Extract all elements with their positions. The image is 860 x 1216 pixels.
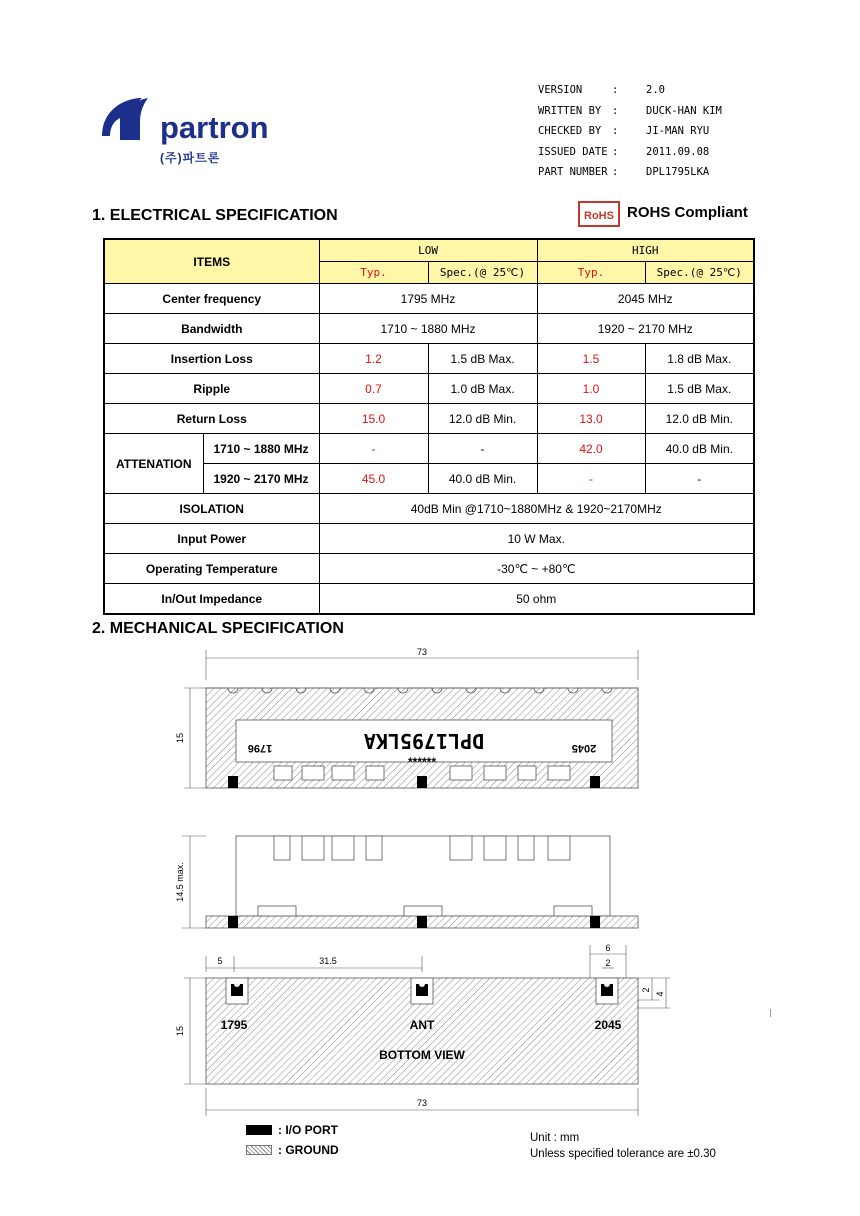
- top-width-dim: 73: [416, 647, 428, 657]
- table-row: [104, 584, 754, 615]
- table-cell: 1.5 dB Max.: [645, 374, 754, 404]
- meta-row: PART NUMBER : DPL1795LKA: [538, 166, 710, 178]
- table-cell: -: [645, 464, 754, 494]
- low-header: LOW: [319, 239, 537, 262]
- dim-5: 5: [217, 956, 223, 966]
- table-row: [104, 554, 754, 584]
- section-electrical-title: 1. ELECTRICAL SPECIFICATION: [92, 207, 338, 224]
- table-cell: 40dB Min @1710~1880MHz & 1920~2170MHz: [319, 494, 754, 524]
- side-view: [175, 836, 638, 928]
- side-height-dim: 14.5 max.: [175, 862, 185, 902]
- table-cell: 12.0 dB Min.: [428, 404, 537, 434]
- mechanical-drawing: [170, 640, 690, 1120]
- unit-note: Unit : mm Unless specified tolerance are ±0.30: [530, 1132, 716, 1160]
- table-cell: 1710 ~ 1880 MHz: [319, 314, 537, 344]
- table-cell: 15.0: [319, 404, 428, 434]
- bottom-height-dim: 15: [175, 1025, 185, 1037]
- bottom-port-1795: 1795: [220, 1018, 248, 1032]
- table-row: [104, 344, 754, 374]
- table-cell: 1710 ~ 1880 MHz: [203, 434, 319, 464]
- low-typ-header: Typ.: [319, 262, 428, 284]
- bottom-view-label: BOTTOM VIEW: [379, 1048, 465, 1062]
- page-tick: [770, 1009, 771, 1017]
- table-cell: 40.0 dB Min.: [428, 464, 537, 494]
- table-cell: Input Power: [104, 524, 319, 554]
- bottom-port-ant: ANT: [409, 1018, 435, 1032]
- table-cell: 1795 MHz: [319, 284, 537, 314]
- rohs-badge: RoHS: [578, 201, 620, 227]
- top-stars: ******: [407, 755, 437, 769]
- table-cell: 0.7: [319, 374, 428, 404]
- dim-2-width: 2: [605, 958, 611, 968]
- high-spec-header: Spec.(@ 25℃): [645, 262, 754, 284]
- brand-name: partron: [160, 110, 269, 145]
- dim-2-height: 2: [641, 987, 651, 993]
- table-cell: Operating Temperature: [104, 554, 319, 584]
- table-cell: ATTENATION: [104, 434, 203, 494]
- top-view: [175, 647, 638, 788]
- io-port-swatch: [246, 1125, 272, 1135]
- table-cell: 1.8 dB Max.: [645, 344, 754, 374]
- table-cell: ISOLATION: [104, 494, 319, 524]
- dim-4: 4: [655, 991, 665, 997]
- table-cell: -30℃ ~ +80℃: [319, 554, 754, 584]
- table-row: [104, 404, 754, 434]
- rohs-text: ROHS Compliant: [627, 204, 748, 221]
- table-cell: 42.0: [537, 434, 645, 464]
- table-cell: In/Out Impedance: [104, 584, 319, 615]
- low-spec-header: Spec.(@ 25℃): [428, 262, 537, 284]
- section-mechanical-title: 2. MECHANICAL SPECIFICATION: [92, 620, 344, 637]
- legend-ground: : GROUND: [246, 1140, 339, 1160]
- top-left-port-label: 1796: [247, 742, 273, 754]
- table-cell: 12.0 dB Min.: [645, 404, 754, 434]
- table-cell: 40.0 dB Min.: [645, 434, 754, 464]
- dim-31-5: 31.5: [319, 956, 337, 966]
- table-cell: 1920 ~ 2170 MHz: [203, 464, 319, 494]
- table-row: [104, 434, 754, 464]
- electrical-spec-table: [103, 238, 755, 615]
- table-cell: 10 W Max.: [319, 524, 754, 554]
- bottom-view: [175, 943, 670, 1116]
- table-row: [104, 314, 754, 344]
- table-cell: Ripple: [104, 374, 319, 404]
- document-meta: [538, 84, 722, 187]
- table-cell: 1.5 dB Max.: [428, 344, 537, 374]
- table-header-row: [104, 239, 754, 262]
- table-cell: -: [319, 434, 428, 464]
- top-height-dim: 15: [175, 732, 185, 744]
- table-cell: Center frequency: [104, 284, 319, 314]
- table-cell: Return Loss: [104, 404, 319, 434]
- table-cell: -: [537, 464, 645, 494]
- table-cell: 1920 ~ 2170 MHz: [537, 314, 754, 344]
- table-cell: -: [428, 434, 537, 464]
- meta-row: VERSION : 2.0: [538, 84, 665, 96]
- table-row: [104, 284, 754, 314]
- legend: [246, 1120, 339, 1160]
- table-cell: 45.0: [319, 464, 428, 494]
- meta-row: CHECKED BY : JI-MAN RYU: [538, 125, 710, 137]
- table-cell: 1.0 dB Max.: [428, 374, 537, 404]
- table-cell: 2045 MHz: [537, 284, 754, 314]
- bottom-port-2045: 2045: [594, 1018, 622, 1032]
- top-marking: DPL1795LKA: [363, 729, 485, 753]
- table-row: [104, 524, 754, 554]
- meta-row: WRITTEN BY : DUCK-HAN KIM: [538, 104, 722, 117]
- table-row: [104, 494, 754, 524]
- meta-row: ISSUED DATE : 2011.09.08: [538, 145, 710, 158]
- bottom-width-dim: 73: [416, 1098, 428, 1108]
- table-cell: 1.2: [319, 344, 428, 374]
- table-cell: 13.0: [537, 404, 645, 434]
- table-row: [104, 374, 754, 404]
- table-cell: 1.5: [537, 344, 645, 374]
- dim-6: 6: [605, 943, 611, 953]
- top-right-port-label: 2045: [571, 742, 597, 754]
- high-typ-header: Typ.: [537, 262, 645, 284]
- table-cell: Insertion Loss: [104, 344, 319, 374]
- high-header: HIGH: [537, 239, 754, 262]
- table-cell: 50 ohm: [319, 584, 754, 615]
- legend-io: : I/O PORT: [246, 1120, 339, 1140]
- brand-subtitle: (주)파트론: [160, 151, 221, 165]
- table-cell: Bandwidth: [104, 314, 319, 344]
- table-cell: 1.0: [537, 374, 645, 404]
- ground-swatch: [246, 1145, 272, 1155]
- items-header: ITEMS: [104, 239, 319, 284]
